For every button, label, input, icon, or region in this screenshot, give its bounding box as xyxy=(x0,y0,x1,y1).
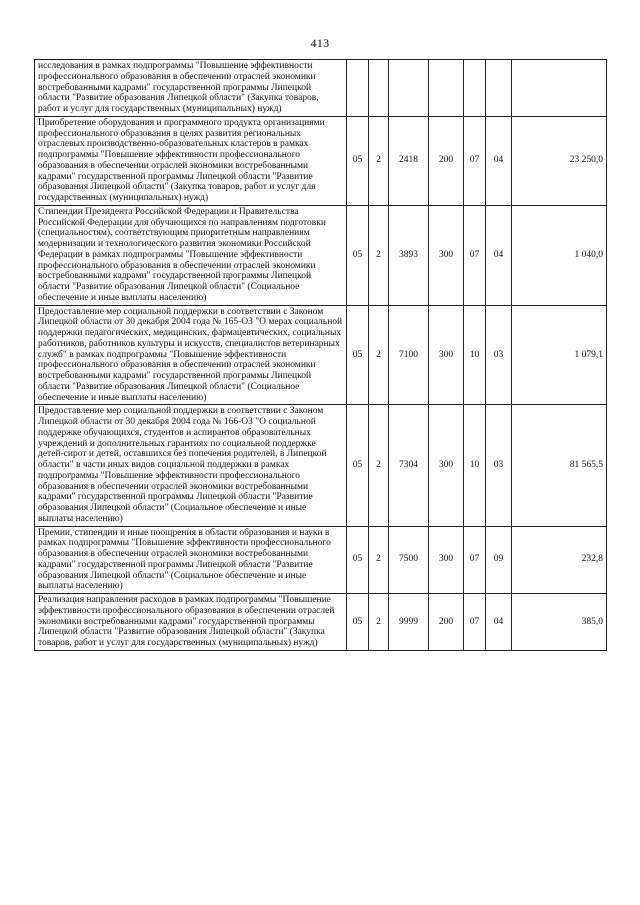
expense-type-cell: 300 xyxy=(429,405,464,526)
expense-direction-cell: 7500 xyxy=(389,526,429,594)
section-cell: 07 xyxy=(464,526,486,594)
program-code-cell xyxy=(347,60,369,117)
expense-type-cell: 300 xyxy=(429,526,464,594)
expense-direction-cell xyxy=(389,60,429,117)
amount-cell: 23 250,0 xyxy=(512,116,607,205)
subprogram-code-cell: 2 xyxy=(369,405,389,526)
subsection-cell xyxy=(486,60,512,117)
amount-cell xyxy=(512,60,607,117)
subprogram-code-cell xyxy=(369,60,389,117)
subsection-cell: 03 xyxy=(486,405,512,526)
page-number: 413 xyxy=(310,36,330,50)
subsection-cell: 04 xyxy=(486,205,512,305)
expense-direction-cell: 2418 xyxy=(389,116,429,205)
program-code-cell: 05 xyxy=(347,116,369,205)
expense-direction-cell: 9999 xyxy=(389,594,429,651)
table-row xyxy=(35,305,607,405)
amount-cell: 81 565,5 xyxy=(512,405,607,526)
subprogram-code-cell: 2 xyxy=(369,305,389,405)
subsection-cell: 03 xyxy=(486,305,512,405)
subsection-cell: 04 xyxy=(486,116,512,205)
table-row xyxy=(35,526,607,594)
row-description: Приобретение оборудования и программного продукта организациями профессионального образования в целях развития региональных отраслевых производственно-образовательных кластеров в рамках подпрограммы "Повышение эффективности профессионального образования в обеспечении отраслей экономики востребованными кадрами" государственной программы Липецкой области "Развитие образования Липецкой области" (Закупка товаров, работ и услуг для государственных (муниципальных) нужд) xyxy=(35,116,347,205)
expense-direction-cell: 7304 xyxy=(389,405,429,526)
section-cell: 10 xyxy=(464,305,486,405)
row-description: Предоставление мер социальной поддержки в соответствии с Законом Липецкой области от 30 декабря 2004 года № 166-ОЗ "О социальной поддержке обучающихся, студентов и аспирантов образовательных учреждений и дополнительных гарантиях по социальной поддержке детей-сирот и детей, оставшихся без попечения родителей, в Липецкой области" в части иных видов социальной поддержки в рамках подпрограммы "Повышение эффективности профессионального образования в обеспечении отраслей экономики востребованными кадрами" государственной программы Липецкой области "Развитие образования Липецкой области" (Социальное обеспечение и иные выплаты населению) xyxy=(35,405,347,526)
section-cell: 07 xyxy=(464,116,486,205)
expense-type-cell: 200 xyxy=(429,594,464,651)
section-cell: 07 xyxy=(464,205,486,305)
program-code-cell: 05 xyxy=(347,205,369,305)
subprogram-code-cell: 2 xyxy=(369,594,389,651)
expense-type-cell: 300 xyxy=(429,305,464,405)
expense-type-cell xyxy=(429,60,464,117)
table-row xyxy=(35,116,607,205)
expense-direction-cell: 7100 xyxy=(389,305,429,405)
program-code-cell: 05 xyxy=(347,305,369,405)
section-cell xyxy=(464,60,486,117)
expense-direction-cell: 3893 xyxy=(389,205,429,305)
amount-cell: 1 040,0 xyxy=(512,205,607,305)
section-cell: 07 xyxy=(464,594,486,651)
program-code-cell: 05 xyxy=(347,594,369,651)
program-code-cell: 05 xyxy=(347,526,369,594)
row-description: Реализация направления расходов в рамках подпрограммы "Повышение эффективности профессионального образования в обеспечении отраслей экономики востребованными кадрами" государственной программы Липецкой области "Развитие образования Липецкой области" (Закупка товаров, работ и услуг для государственных (муниципальных) нужд) xyxy=(35,594,347,651)
expense-type-cell: 300 xyxy=(429,205,464,305)
subprogram-code-cell: 2 xyxy=(369,205,389,305)
subsection-cell: 09 xyxy=(486,526,512,594)
amount-cell: 385,0 xyxy=(512,594,607,651)
subprogram-code-cell: 2 xyxy=(369,526,389,594)
table-row xyxy=(35,60,607,117)
table-row xyxy=(35,205,607,305)
row-description: исследования в рамках подпрограммы "Повышение эффективности профессионального образования в обеспечении отраслей экономики востребованными кадрами" государственной программы Липецкой области "Развитие образования Липецкой области" (Закупка товаров, работ и услуг для государственных (муниципальных) нужд) xyxy=(35,60,347,117)
row-description: Предоставление мер социальной поддержки в соответствии с Законом Липецкой области от 30 декабря 2004 года № 165-ОЗ "О мерах социальной поддержки педагогических, медицинских, фармацевтических, социальных работников, работников культуры и искусств, специалистов ветеринарных служб" в рамках подпрограммы "Повышение эффективности профессионального образования в обеспечении отраслей экономики востребованными кадрами" государственной программы Липецкой области "Развитие образования Липецкой области" (Социальное обеспечение и иные выплаты населению) xyxy=(35,305,347,405)
budget-table xyxy=(34,59,607,651)
row-description: Стипендии Президента Российской Федерации и Правительства Российской Федерации для обучающихся по направлениям подготовки (специальностям), соответствующим приоритетным направлениям модернизации и технологического развития экономики Российской Федерации в рамках подпрограммы "Повышение эффективности профессионального образования в обеспечении отраслей экономики востребованными кадрами" государственной программы Липецкой области "Развитие образования Липецкой области" (Социальное обеспечение и иные выплаты населению) xyxy=(35,205,347,305)
amount-cell: 1 079,1 xyxy=(512,305,607,405)
program-code-cell: 05 xyxy=(347,405,369,526)
subsection-cell: 04 xyxy=(486,594,512,651)
section-cell: 10 xyxy=(464,405,486,526)
table-row xyxy=(35,594,607,651)
subprogram-code-cell: 2 xyxy=(369,116,389,205)
expense-type-cell: 200 xyxy=(429,116,464,205)
amount-cell: 232,8 xyxy=(512,526,607,594)
row-description: Премии, стипендии и иные поощрения в области образования и науки в рамках подпрограммы "Повышение эффективности профессионального образования в обеспечении отраслей экономики востребованными кадрами" государственной программы Липецкой области "Развитие образования Липецкой области" (Социальное обеспечение и иные выплаты населению) xyxy=(35,526,347,594)
table-row xyxy=(35,405,607,526)
